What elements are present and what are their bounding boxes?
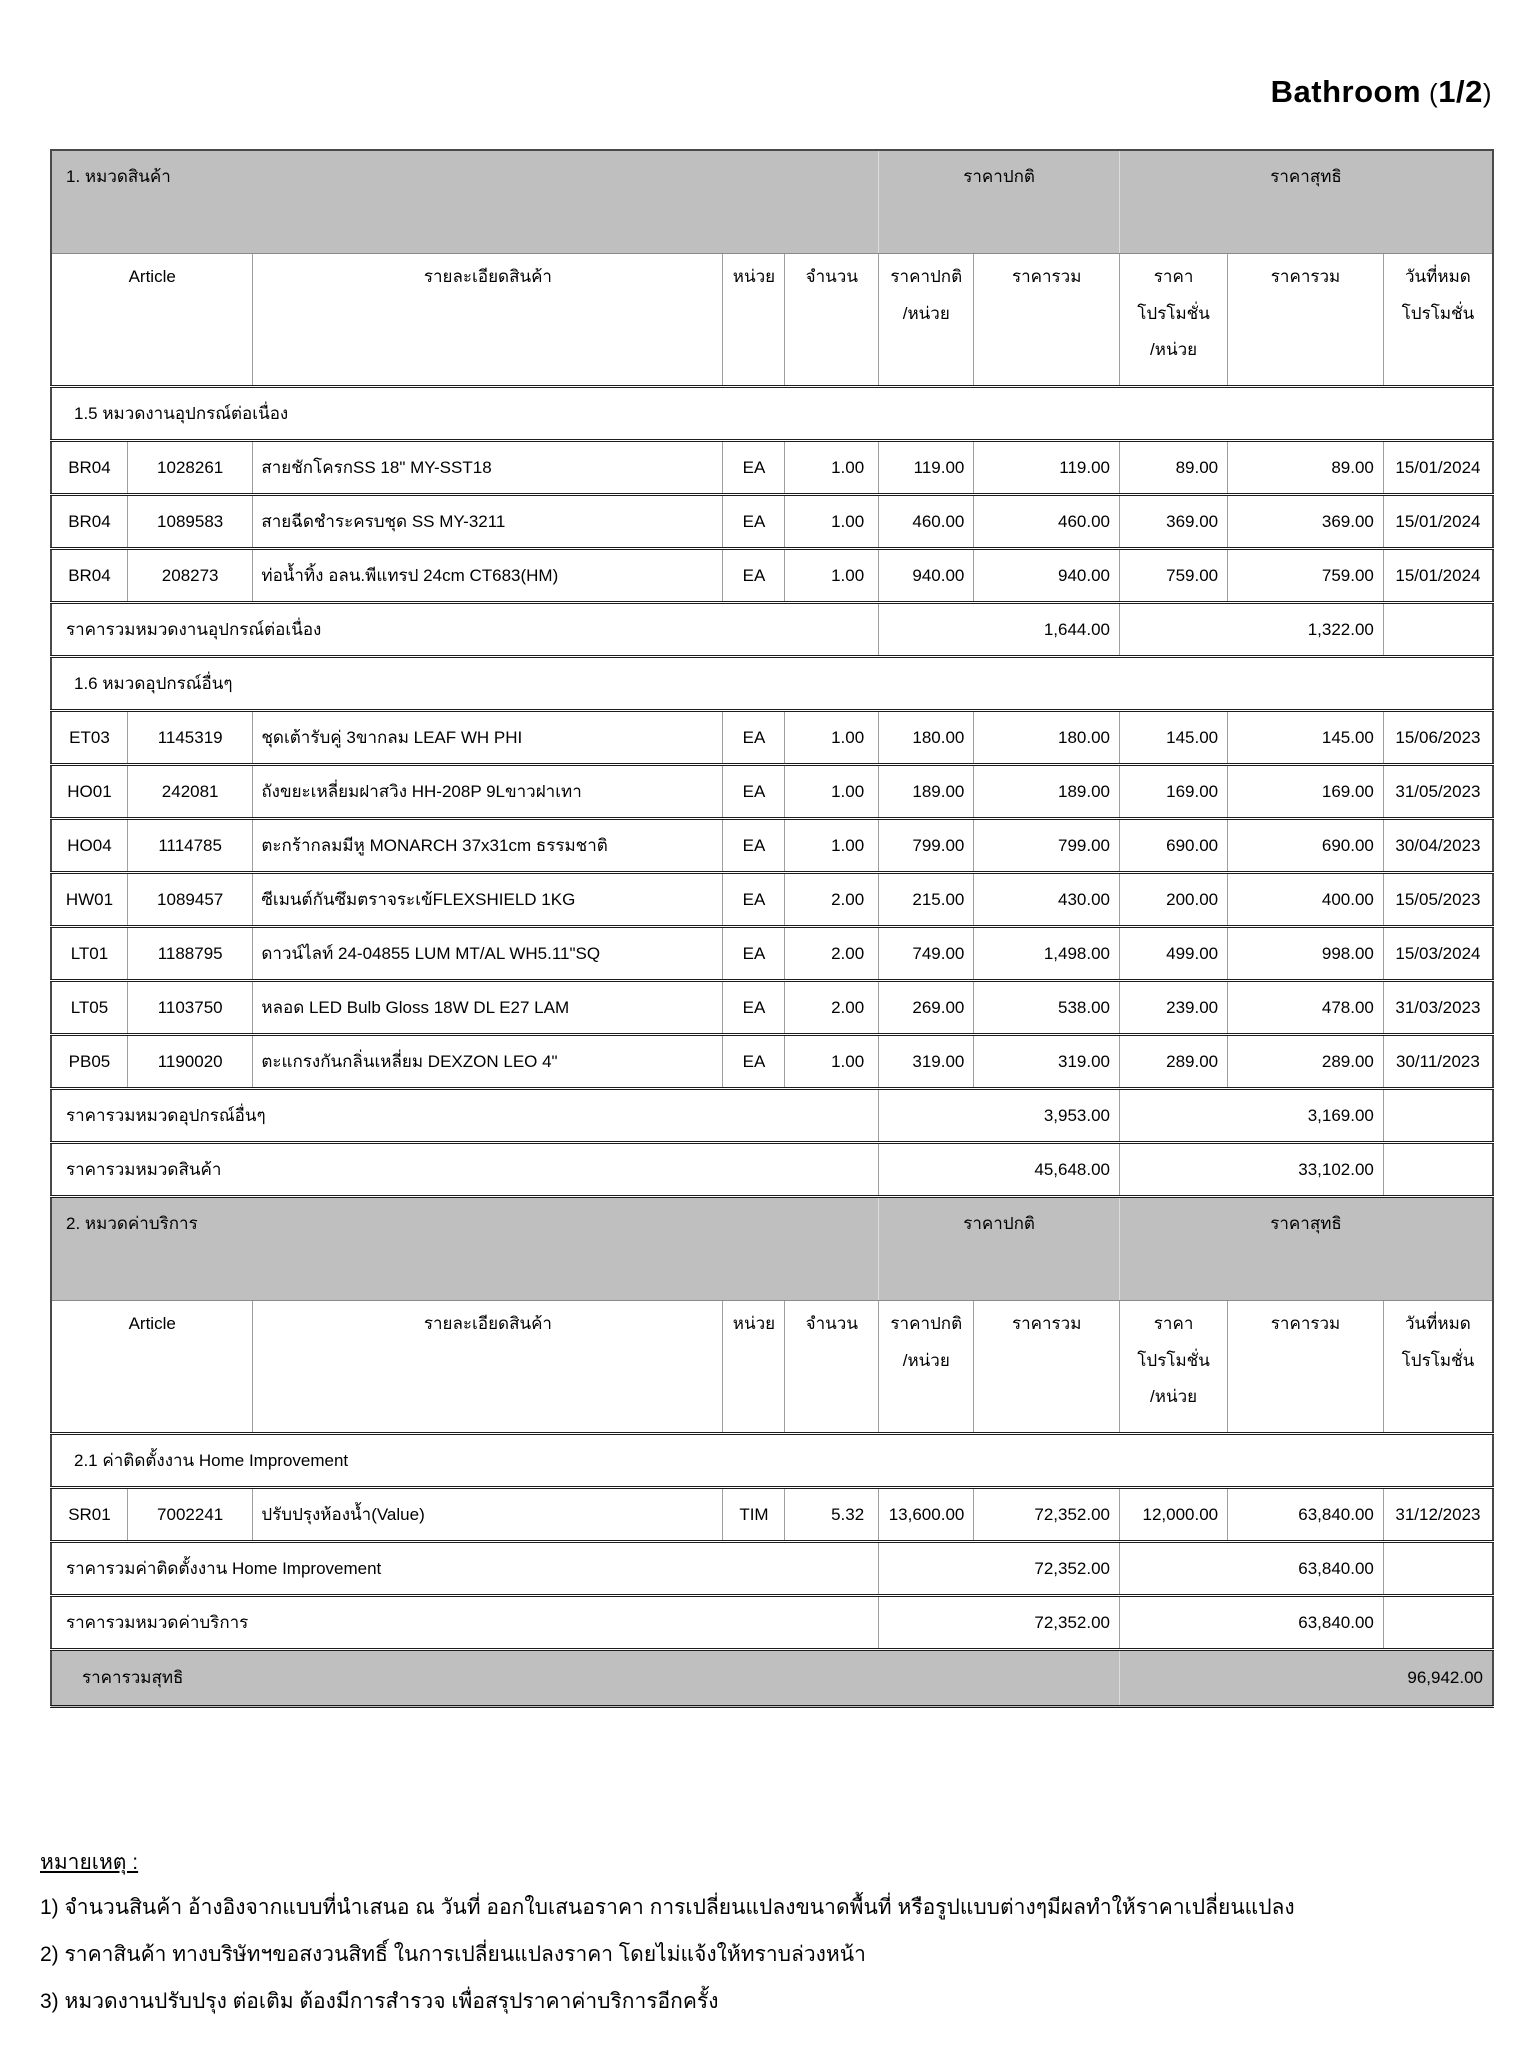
item-unit: EA [723,1035,785,1089]
item-promo-total: 478.00 [1228,981,1384,1035]
page-title-paren-open: ( [1429,78,1439,108]
col-header-promo-unit-price-line3: /หน่วย [1150,1387,1198,1407]
services-band-row [51,1197,1493,1301]
col-header-normal-total: ราคารวม [974,254,1120,387]
table-row [51,927,1493,981]
summary-label: ราคารวมหมวดสินค้า [51,1143,879,1197]
item-qty: 1.00 [785,711,879,765]
section-row [51,1434,1493,1488]
col-header-unit: หน่วย [723,254,785,387]
services-table-header [51,1197,1493,1434]
item-unit: EA [723,441,785,495]
item-article-number: 1103750 [127,981,252,1035]
item-code: HO04 [51,819,127,873]
summary-net-total: 3,169.00 [1120,1089,1384,1143]
item-promo-end-date: 31/03/2023 [1383,981,1493,1035]
summary-label: ราคารวมหมวดอุปกรณ์อื่นๆ [51,1089,879,1143]
item-promo-end-date: 15/05/2023 [1383,873,1493,927]
item-article-number: 1190020 [127,1035,252,1089]
item-normal-total: 319.00 [974,1035,1120,1089]
col-header-normal-unit-price-line2: /หน่วย [902,303,950,323]
item-code: HO01 [51,765,127,819]
item-promo-end-date: 15/01/2024 [1383,441,1493,495]
item-normal-total: 940.00 [974,549,1120,603]
col-header-normal-unit-price-line1: ราคาปกติ [890,1314,963,1333]
item-description: ท่อน้ำทิ้ง อลน.พีแทรป 24cm CT683(HM) [253,549,723,603]
item-article-number: 1028261 [127,441,252,495]
summary-row [51,603,1493,657]
item-qty: 1.00 [785,549,879,603]
item-unit: EA [723,927,785,981]
item-article-number: 1114785 [127,819,252,873]
grand-total-value: 96,942.00 [1120,1650,1494,1707]
table-row [51,441,1493,495]
quotation-sheet [50,74,1494,1708]
item-unit: EA [723,873,785,927]
item-qty: 5.32 [785,1488,879,1542]
item-code: LT01 [51,927,127,981]
item-promo-total: 690.00 [1228,819,1384,873]
item-promo-unit-price: 239.00 [1120,981,1228,1035]
summary-date-empty [1383,1596,1493,1650]
table-row [51,1035,1493,1089]
item-description: หลอด LED Bulb Gloss 18W DL E27 LAM [253,981,723,1035]
net-price-band-label: ราคาสุทธิ [1120,150,1494,254]
item-unit: EA [723,981,785,1035]
item-qty: 2.00 [785,981,879,1035]
col-header-promo-end-date [1383,1301,1493,1434]
item-normal-unit-price: 749.00 [879,927,974,981]
item-normal-total: 430.00 [974,873,1120,927]
item-article-number: 1188795 [127,927,252,981]
summary-normal-total: 3,953.00 [879,1089,1120,1143]
col-header-promo-end-date-line2: โปรโมชั่น [1401,303,1475,323]
grand-row [51,1650,1493,1707]
item-qty: 1.00 [785,819,879,873]
item-normal-unit-price: 119.00 [879,441,974,495]
notes-list [40,1893,1520,2017]
section-row [51,387,1493,441]
col-header-promo-unit-price-line3: /หน่วย [1150,340,1198,360]
col-header-normal-unit-price [879,254,974,387]
item-description: ถังขยะเหลี่ยมฝาสวิง HH-208P 9Lขาวฝาเทา [253,765,723,819]
item-unit: EA [723,765,785,819]
item-code: BR04 [51,495,127,549]
col-header-promo-end-date-line2: โปรโมชั่น [1401,1350,1475,1370]
item-promo-end-date: 30/11/2023 [1383,1035,1493,1089]
item-article-number: 1145319 [127,711,252,765]
col-header-promo-end-date-line1: วันที่หมด [1405,1314,1471,1333]
col-header-description: รายละเอียดสินค้า [253,254,723,387]
item-normal-total: 799.00 [974,819,1120,873]
section-label: 1.6 หมวดอุปกรณ์อื่นๆ [51,657,1493,711]
item-promo-total: 89.00 [1228,441,1384,495]
item-code: SR01 [51,1488,127,1542]
item-description: ดาวน์ไลท์ 24-04855 LUM MT/AL WH5.11"SQ [253,927,723,981]
item-article-number: 208273 [127,549,252,603]
item-promo-end-date: 30/04/2023 [1383,819,1493,873]
item-qty: 1.00 [785,1035,879,1089]
summary-normal-total: 72,352.00 [879,1542,1120,1596]
item-description: ตะกร้ากลมมีหู MONARCH 37x31cm ธรรมชาติ [253,819,723,873]
item-normal-total: 72,352.00 [974,1488,1120,1542]
table-row [51,711,1493,765]
item-promo-total: 289.00 [1228,1035,1384,1089]
col-header-normal-unit-price-line1: ราคาปกติ [890,267,963,286]
summary-net-total: 1,322.00 [1120,603,1384,657]
grand-total-label: ราคารวมสุทธิ [51,1650,1120,1707]
item-normal-unit-price: 215.00 [879,873,974,927]
item-promo-unit-price: 499.00 [1120,927,1228,981]
item-description: ซีเมนต์กันซึมตราจระเข้FLEXSHIELD 1KG [253,873,723,927]
section-label: 1.5 หมวดงานอุปกรณ์ต่อเนื่อง [51,387,1493,441]
item-normal-unit-price: 319.00 [879,1035,974,1089]
products-column-header-row [51,254,1493,387]
item-normal-unit-price: 269.00 [879,981,974,1035]
col-header-promo-total: ราคารวม [1228,254,1384,387]
item-code: PB05 [51,1035,127,1089]
summary-label: ราคารวมค่าติดตั้งงาน Home Improvement [51,1542,879,1596]
products-table-header [51,150,1493,387]
summary-net-total: 63,840.00 [1120,1542,1384,1596]
section-row [51,657,1493,711]
table-row [51,873,1493,927]
item-promo-total: 63,840.00 [1228,1488,1384,1542]
summary-date-empty [1383,603,1493,657]
col-header-qty: จำนวน [785,254,879,387]
summary-net-total: 33,102.00 [1120,1143,1384,1197]
notes [40,1848,1520,2034]
services-column-header-row [51,1301,1493,1434]
table-row [51,549,1493,603]
summary-normal-total: 72,352.00 [879,1596,1120,1650]
item-normal-total: 538.00 [974,981,1120,1035]
item-description: ตะแกรงกันกลิ่นเหลี่ยม DEXZON LEO 4" [253,1035,723,1089]
col-header-normal-unit-price-line2: /หน่วย [902,1350,950,1370]
summary-net-total: 63,840.00 [1120,1596,1384,1650]
item-promo-total: 169.00 [1228,765,1384,819]
item-normal-total: 460.00 [974,495,1120,549]
item-promo-end-date: 15/01/2024 [1383,549,1493,603]
item-promo-end-date: 31/05/2023 [1383,765,1493,819]
item-article-number: 1089583 [127,495,252,549]
item-promo-unit-price: 169.00 [1120,765,1228,819]
item-normal-unit-price: 180.00 [879,711,974,765]
item-normal-unit-price: 460.00 [879,495,974,549]
col-header-promo-unit-price-line1: ราคา [1153,267,1194,286]
item-code: BR04 [51,549,127,603]
summary-row [51,1596,1493,1650]
col-header-promo-unit-price [1120,254,1228,387]
item-description: ชุดเต้ารับคู่ 3ขากลม LEAF WH PHI [253,711,723,765]
item-normal-total: 1,498.00 [974,927,1120,981]
col-header-unit: หน่วย [723,1301,785,1434]
item-promo-unit-price: 289.00 [1120,1035,1228,1089]
products-rows [51,387,1493,1197]
notes-heading: หมายเหตุ : [40,1851,139,1874]
quotation-table [50,149,1494,1708]
col-header-promo-unit-price [1120,1301,1228,1434]
summary-date-empty [1383,1143,1493,1197]
item-unit: EA [723,549,785,603]
item-code: BR04 [51,441,127,495]
item-qty: 1.00 [785,765,879,819]
page-title [50,74,1492,111]
item-promo-unit-price: 145.00 [1120,711,1228,765]
note-line: 1) จำนวนสินค้า อ้างอิงจากแบบที่นำเสนอ ณ วันที่ ออกใบเสนอราคา การเปลี่ยนแปลงขนาดพื้นที่ หรือรูปแบบต่างๆมีผลทำให้ราคาเปลี่ยนแปลง [40,1896,1295,1919]
item-description: สายชักโครกSS 18" MY-SST18 [253,441,723,495]
col-header-normal-unit-price [879,1301,974,1434]
item-qty: 1.00 [785,495,879,549]
item-qty: 1.00 [785,441,879,495]
col-header-qty: จำนวน [785,1301,879,1434]
note-line: 2) ราคาสินค้า ทางบริษัทฯขอสงวนสิทธิ์ ในการเปลี่ยนแปลงราคา โดยไม่แจ้งให้ทราบล่วงหน้า [40,1943,866,1966]
col-header-promo-total: ราคารวม [1228,1301,1384,1434]
item-article-number: 242081 [127,765,252,819]
table-row [51,495,1493,549]
products-band-row [51,150,1493,254]
col-header-article: Article [51,1301,253,1434]
item-code: ET03 [51,711,127,765]
item-unit: EA [723,819,785,873]
summary-normal-total: 45,648.00 [879,1143,1120,1197]
table-row [51,981,1493,1035]
item-qty: 2.00 [785,927,879,981]
item-qty: 2.00 [785,873,879,927]
table-row [51,819,1493,873]
col-header-promo-end-date [1383,254,1493,387]
section-label: 2.1 ค่าติดตั้งงาน Home Improvement [51,1434,1493,1488]
item-description: สายฉีดชำระครบชุด SS MY-3211 [253,495,723,549]
summary-row [51,1143,1493,1197]
item-promo-total: 759.00 [1228,549,1384,603]
item-promo-unit-price: 759.00 [1120,549,1228,603]
item-promo-unit-price: 690.00 [1120,819,1228,873]
col-header-article: Article [51,254,253,387]
item-normal-unit-price: 799.00 [879,819,974,873]
summary-label: ราคารวมหมวดค่าบริการ [51,1596,879,1650]
col-header-promo-unit-price-line2: โปรโมชั่น [1137,303,1210,323]
item-unit: TIM [723,1488,785,1542]
item-normal-total: 119.00 [974,441,1120,495]
summary-row [51,1089,1493,1143]
summary-row [51,1542,1493,1596]
col-header-normal-total: ราคารวม [974,1301,1120,1434]
item-promo-total: 369.00 [1228,495,1384,549]
item-code: LT05 [51,981,127,1035]
summary-date-empty [1383,1089,1493,1143]
item-promo-end-date: 15/06/2023 [1383,711,1493,765]
item-promo-unit-price: 89.00 [1120,441,1228,495]
col-header-promo-unit-price-line1: ราคา [1153,1314,1194,1333]
item-normal-total: 189.00 [974,765,1120,819]
col-header-promo-end-date-line1: วันที่หมด [1405,267,1471,286]
item-promo-unit-price: 200.00 [1120,873,1228,927]
item-promo-end-date: 31/12/2023 [1383,1488,1493,1542]
normal-price-band-label: ราคาปกติ [879,1197,1120,1301]
item-promo-end-date: 15/01/2024 [1383,495,1493,549]
item-promo-unit-price: 369.00 [1120,495,1228,549]
item-promo-total: 400.00 [1228,873,1384,927]
page-title-page-number: 1/2 [1438,74,1483,109]
page-title-text: Bathroom [1270,74,1422,109]
item-promo-end-date: 15/03/2024 [1383,927,1493,981]
products-section-band-label: 1. หมวดสินค้า [51,150,879,254]
item-promo-total: 145.00 [1228,711,1384,765]
item-normal-unit-price: 189.00 [879,765,974,819]
item-promo-total: 998.00 [1228,927,1384,981]
normal-price-band-label: ราคาปกติ [879,150,1120,254]
item-article-number: 1089457 [127,873,252,927]
item-article-number: 7002241 [127,1488,252,1542]
table-row [51,765,1493,819]
net-price-band-label: ราคาสุทธิ [1120,1197,1494,1301]
col-header-description: รายละเอียดสินค้า [253,1301,723,1434]
item-normal-unit-price: 13,600.00 [879,1488,974,1542]
summary-label: ราคารวมหมวดงานอุปกรณ์ต่อเนื่อง [51,603,879,657]
note-line: 3) หมวดงานปรับปรุง ต่อเติม ต้องมีการสำรวจ เพื่อสรุปราคาค่าบริการอีกครั้ง [40,1990,719,2013]
item-description: ปรับปรุงห้องน้ำ(Value) [253,1488,723,1542]
item-unit: EA [723,495,785,549]
item-unit: EA [723,711,785,765]
item-promo-unit-price: 12,000.00 [1120,1488,1228,1542]
col-header-promo-unit-price-line2: โปรโมชั่น [1137,1350,1210,1370]
summary-normal-total: 1,644.00 [879,603,1120,657]
item-normal-total: 180.00 [974,711,1120,765]
item-code: HW01 [51,873,127,927]
services-rows [51,1434,1493,1707]
item-normal-unit-price: 940.00 [879,549,974,603]
page-title-paren-close: ) [1482,78,1492,108]
table-row [51,1488,1493,1542]
services-section-band-label: 2. หมวดค่าบริการ [51,1197,879,1301]
summary-date-empty [1383,1542,1493,1596]
